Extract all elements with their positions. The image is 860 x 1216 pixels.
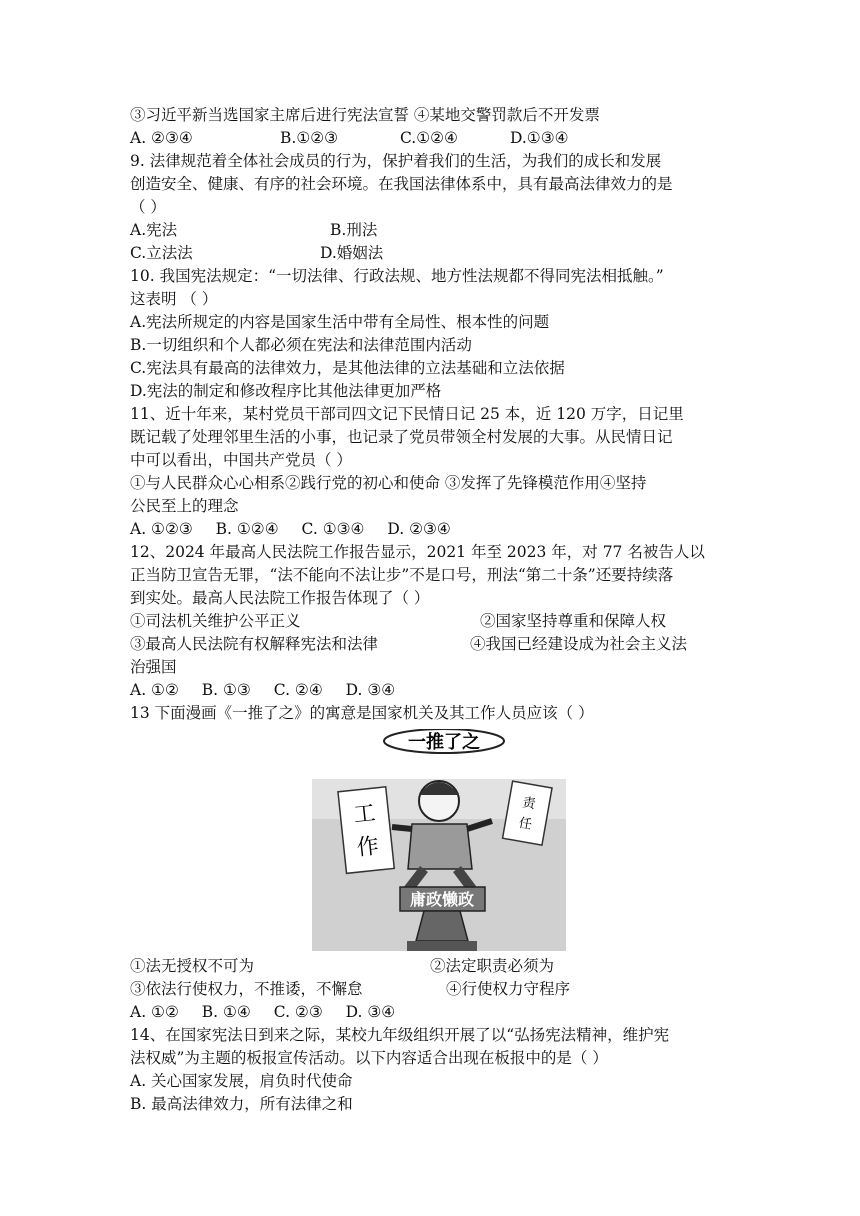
question-11 (130, 403, 740, 541)
q9-stem-line: （ ） (130, 198, 166, 216)
question-10 (130, 265, 740, 403)
q11-option-a: A. ①②③ (130, 520, 193, 538)
exam-page (130, 104, 740, 1116)
q12-statement-2: ②国家坚持尊重和保障人权 (480, 612, 667, 630)
q9-options (130, 242, 740, 265)
q13-statement-1: ①法无授权不可为 (130, 957, 255, 975)
q9-option-d: D.婚姻法 (320, 244, 384, 262)
q10-stem-line: 10. 我国宪法规定：“一切法律、行政法规、地方性法规都不得同宪法相抵触。” (130, 267, 664, 285)
question-9 (130, 150, 740, 265)
q13-statements (130, 955, 740, 978)
question-12 (130, 541, 740, 702)
q11-stem-line: 11、近十年来，某村党员干部司四文记下民情日记 25 本，近 120 万字，日记里 (130, 405, 684, 423)
q8-option-d: D.①③④ (510, 129, 569, 147)
question-14 (130, 1024, 740, 1116)
q13-options (130, 1001, 740, 1024)
cartoon-drawing (312, 729, 566, 951)
q8-option-a: A. ②③④ (130, 129, 193, 147)
q12-statements (130, 610, 740, 633)
q12-option-d: D. ③④ (345, 681, 396, 699)
q9-stem-line: 9. 法律规范着全体社会成员的行为，保护着我们的生活，为我们的成长和发展 (130, 152, 662, 170)
q13-option-a: A. ①② (130, 1003, 179, 1021)
q12-option-c: C. ②④ (273, 681, 323, 699)
q12-options (130, 679, 740, 702)
q8-options (130, 127, 740, 150)
q13-option-c: C. ②③ (273, 1003, 323, 1021)
cartoon-title: 一推了之 (408, 732, 480, 753)
q9-option-b: B.刑法 (330, 221, 378, 239)
q14-stem-line: 法权威”为主题的板报宣传活动。以下内容适合出现在板报中的是（ ） (130, 1049, 608, 1067)
q12-statement-1: ①司法机关维护公平正义 (130, 612, 301, 630)
q9-options (130, 219, 740, 242)
q9-stem-line: 创造安全、健康、有序的社会环境。在我国法律体系中，具有最高法律效力的是 (130, 175, 673, 193)
question-13 (130, 702, 740, 1024)
q12-stem-line: 到实处。最高人民法院工作报告体现了（ ） (130, 589, 430, 607)
q11-stem-line: 既记载了处理邻里生活的小事，也记录了党员带领全村发展的大事。从民情日记 (130, 428, 673, 446)
q11-options (130, 518, 740, 541)
q13-statement-4: ④行使权力守程序 (446, 980, 571, 998)
q12-statement-4-cont: 治强国 (130, 658, 177, 676)
q11-statements: ①与人民群众心心相系②践行党的初心和使命 ③发挥了先锋模范作用④坚持 (130, 474, 647, 492)
q10-option-c: C.宪法具有最高的法律效力，是其他法律的立法基础和立法依据 (130, 359, 565, 377)
q13-statements (130, 978, 740, 1001)
q9-option-a: A.宪法 (130, 221, 178, 239)
q12-statements (130, 633, 740, 656)
cartoon-image (312, 729, 566, 951)
q12-stem-line: 12、2024 年最高人民法院工作报告显示，2021 年至 2023 年，对 77 名被告人以 (130, 543, 705, 561)
q10-stem-line: 这表明 （ ） (130, 290, 218, 308)
q12-statement-4: ④我国已经建设成为社会主义法 (470, 635, 688, 653)
q14-option-a: A. 关心国家发展，肩负时代使命 (130, 1072, 353, 1090)
q10-option-d: D.宪法的制定和修改程序比其他法律更加严格 (130, 382, 442, 400)
q11-option-b: B. ①②④ (215, 520, 279, 538)
q12-stem-line: 正当防卫宣告无罪，“法不能向不法让步”不是口号，刑法“第二十条”还要持续落 (130, 566, 674, 584)
right-paper-char: 责 (521, 795, 537, 813)
q8-option-c: C.①②④ (400, 129, 458, 147)
q12-option-a: A. ①② (130, 681, 179, 699)
pedestal-label: 庸政懒政 (409, 890, 475, 909)
q11-statements: 公民至上的理念 (130, 497, 239, 515)
q13-option-d: D. ③④ (345, 1003, 396, 1021)
q13-statement-3: ③依法行使权力，不推诿，不懈怠 (130, 980, 363, 998)
q8-option-b: B.①②③ (280, 129, 339, 147)
left-paper-char: 作 (355, 833, 381, 862)
q12-statement-3: ③最高人民法院有权解释宪法和法律 (130, 635, 379, 653)
q11-option-d: D. ②③④ (387, 520, 451, 538)
left-paper-char: 工 (352, 801, 377, 829)
q11-option-c: C. ①③④ (301, 520, 365, 538)
q10-option-a: A.宪法所规定的内容是国家生活中带有全局性、根本性的问题 (130, 313, 550, 331)
q8-statements: ③习近平新当选国家主席后进行宪法宣誓 ④某地交警罚款后不开发票 (130, 106, 600, 124)
q9-option-c: C.立法法 (130, 244, 193, 262)
q13-option-b: B. ①④ (201, 1003, 251, 1021)
q13-stem-line: 13 下面漫画《一推了之》的寓意是国家机关及其工作人员应该（ ） (130, 704, 594, 722)
q12-option-b: B. ①③ (201, 681, 251, 699)
q14-stem-line: 14、在国家宪法日到来之际，某校九年级组织开展了以“弘扬宪法精神，维护宪 (130, 1026, 670, 1044)
q10-option-b: B.一切组织和个人都必须在宪法和法律范围内活动 (130, 336, 472, 354)
q14-option-b: B. 最高法律效力，所有法律之和 (130, 1095, 353, 1113)
right-paper-char: 任 (517, 815, 534, 833)
q11-stem-line: 中可以看出，中国共产党员（ ） (130, 451, 352, 469)
question-8 (130, 104, 740, 150)
q13-statement-2: ②法定职责必须为 (430, 957, 555, 975)
